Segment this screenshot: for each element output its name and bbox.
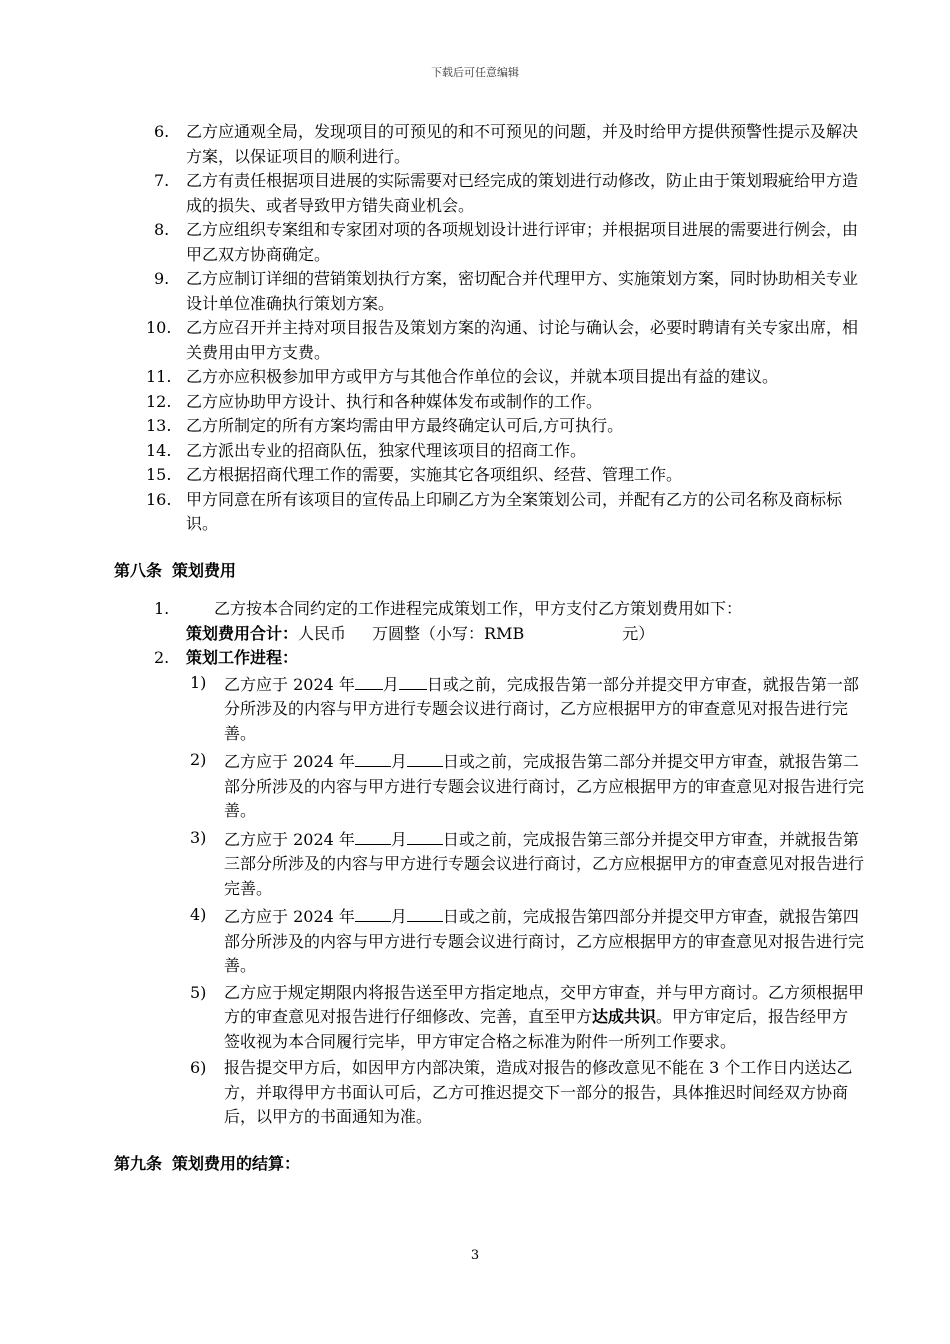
item-text: 乙方应组织专案组和专家团对项的各项规划设计进行评审；并根据项目进展的需要进行例会，由甲乙双方协商确定。	[186, 220, 859, 264]
item-text: 乙方亦应积极参加甲方或甲方与其他合作单位的会议，并就本项目提出有益的建议。	[186, 367, 779, 386]
item-text: 乙方应通观全局，发现项目的可预见的和不可预见的问题，并及时给甲方提供预警性提示及解决方案，以保证项目的顺利进行。	[186, 122, 859, 166]
list-item	[114, 390, 864, 415]
item-text: 乙方应于规定期限内将报告送至甲方指定地点，交甲方审查，并与甲方商讨。乙方须根据甲方的审查意见对报告进行仔细修改、完善，直至甲方	[224, 982, 865, 1026]
fee-end: 元）	[622, 623, 655, 643]
document-body	[114, 120, 864, 1176]
list-item	[114, 488, 864, 537]
list-item	[114, 439, 864, 464]
blank-field	[355, 671, 383, 690]
item-number: 8.	[154, 220, 170, 239]
blank-field	[355, 826, 391, 845]
blank-field	[399, 671, 427, 690]
item-text: 月	[390, 829, 407, 849]
list-item	[114, 316, 864, 365]
list-item	[114, 463, 864, 488]
item-number: 7.	[154, 171, 170, 190]
page-header: 下载后可任意编辑	[431, 66, 519, 79]
item-text: 日或之前，完成报告第四部分并提交甲方审查，就报告第四部分所涉及的内容与甲方进行专题会议进行商讨，乙方应根据甲方的审查意见对报告进行完善。	[224, 907, 865, 975]
section-8-heading	[114, 559, 864, 584]
obligation-list	[114, 120, 864, 537]
item-text: 月	[390, 752, 407, 771]
item-number: 13.	[146, 416, 172, 435]
blank-field	[407, 826, 443, 845]
item-text: 乙方应协助甲方设计、执行和各种媒体发布或制作的工作。	[186, 391, 603, 411]
fee-total-label: 策划费用合计：	[186, 623, 299, 643]
schedule-item	[114, 1056, 864, 1130]
item-text: 报告提交甲方后，如因甲方内部决策，造成对报告的修改意见不能在 3 个工作日内送达乙方，并取得甲方书面认可后，乙方可推迟提交下一部分的报告，具体推迟时间经双方协商后，以甲方的书面通知为准。	[224, 1058, 853, 1126]
item-text: 乙方派出专业的招商队伍，独家代理该项目的招商工作。	[186, 440, 587, 460]
item-text: 日或之前，完成报告第三部分并提交甲方审查，并就报告第三部分所涉及的内容与甲方进行专题会议进行商讨，乙方应根据甲方的审查意见对报告进行完善。	[224, 829, 865, 898]
item-number: 2.	[154, 648, 170, 667]
item-text: 乙方应制订详细的营销策划执行方案，密切配合并代理甲方、实施策划方案，同时协助相关专业设计单位准确执行策划方案。	[186, 269, 859, 313]
item-text: 策划工作进程：	[186, 648, 299, 667]
list-item	[114, 218, 864, 267]
list-item	[114, 646, 864, 671]
item-number: 14.	[146, 440, 172, 460]
item-text: 乙方应于 2024 年	[224, 829, 355, 849]
item-text: 乙方有责任根据项目进展的实际需要对已经完成的策划进行动修改，防止由于策划瑕疵给甲方造成的损失、或者导致甲方错失商业机会。	[186, 171, 859, 215]
section-number: 第九条	[114, 1153, 163, 1173]
item-number: 9.	[154, 269, 170, 288]
blank-field	[355, 748, 391, 767]
list-item	[114, 120, 864, 169]
schedule-item	[114, 671, 864, 747]
item-text: 甲方同意在所有该项目的宣传品上印刷乙方为全案策划公司，并配有乙方的公司名称及商标标识。	[186, 489, 843, 533]
schedule-list	[114, 671, 864, 1130]
item-text: 乙方应召开并主持对项目报告及策划方案的沟通、讨论与确认会，必要时聘请有关专家出席，相关费用由甲方支费。	[186, 318, 859, 362]
item-text-bold: 达成共识	[592, 1007, 657, 1026]
item-number: 11.	[146, 367, 172, 386]
item-text: 乙方根据招商代理工作的需要，实施其它各项组织、经营、管理工作。	[186, 465, 683, 484]
section-title: 策划费用的结算：	[172, 1153, 301, 1173]
schedule-item	[114, 826, 864, 902]
list-item	[114, 365, 864, 390]
item-number: 2)	[190, 750, 207, 769]
item-number: 15.	[146, 465, 172, 484]
item-number: 1)	[190, 672, 207, 692]
item-text: 乙方应于 2024 年	[224, 907, 355, 926]
schedule-item	[114, 981, 864, 1055]
item-number: 6)	[190, 1058, 207, 1077]
section-number: 第八条	[114, 560, 163, 580]
blank-field	[407, 748, 443, 767]
item-text: 乙方按本合同约定的工作进程完成策划工作，甲方支付乙方策划费用如下：	[214, 599, 743, 618]
list-item	[114, 169, 864, 218]
schedule-item	[114, 748, 864, 824]
item-number: 3)	[190, 827, 207, 847]
fee-currency: 人民币	[298, 623, 347, 643]
item-text: 日或之前，完成报告第一部分并提交甲方审查，就报告第一部分所涉及的内容与甲方进行专题会议进行商讨，乙方应根据甲方的审查意见对报告进行完善。	[224, 674, 859, 743]
item-text: 。甲方审定后，报告经甲方签收视为本合同履行完毕，甲方审定合格之标准为附件一所列工作要求。	[224, 1007, 849, 1051]
item-number: 10.	[146, 318, 172, 337]
fee-total	[114, 622, 864, 647]
blank-field	[407, 903, 443, 922]
page-number: 3	[470, 1248, 480, 1263]
item-number: 12.	[146, 391, 172, 411]
item-text: 日或之前，完成报告第二部分并提交甲方审查，就报告第二部分所涉及的内容与甲方进行专题会议进行商讨，乙方应根据甲方的审查意见对报告进行完善。	[224, 752, 865, 820]
section-9-heading	[114, 1152, 864, 1177]
schedule-item	[114, 903, 864, 979]
list-item	[114, 414, 864, 439]
section-title: 策划费用	[172, 560, 237, 580]
item-text: 月	[382, 674, 399, 694]
item-number: 16.	[146, 489, 172, 509]
item-number: 1.	[154, 599, 170, 618]
fee-section	[114, 597, 864, 1130]
item-text: 乙方应于 2024 年	[224, 752, 355, 771]
item-text: 月	[390, 907, 407, 926]
item-number: 6.	[154, 122, 170, 141]
fee-unit: 万圆整（小写：RMB	[372, 623, 525, 643]
item-text: 乙方所制定的所有方案均需由甲方最终确定认可后,方可执行。	[186, 416, 624, 435]
item-number: 5)	[190, 982, 207, 1002]
item-text: 乙方应于 2024 年	[224, 674, 355, 694]
item-number: 4)	[190, 905, 207, 924]
list-item	[114, 597, 864, 622]
list-item	[114, 267, 864, 316]
blank-field	[355, 903, 391, 922]
